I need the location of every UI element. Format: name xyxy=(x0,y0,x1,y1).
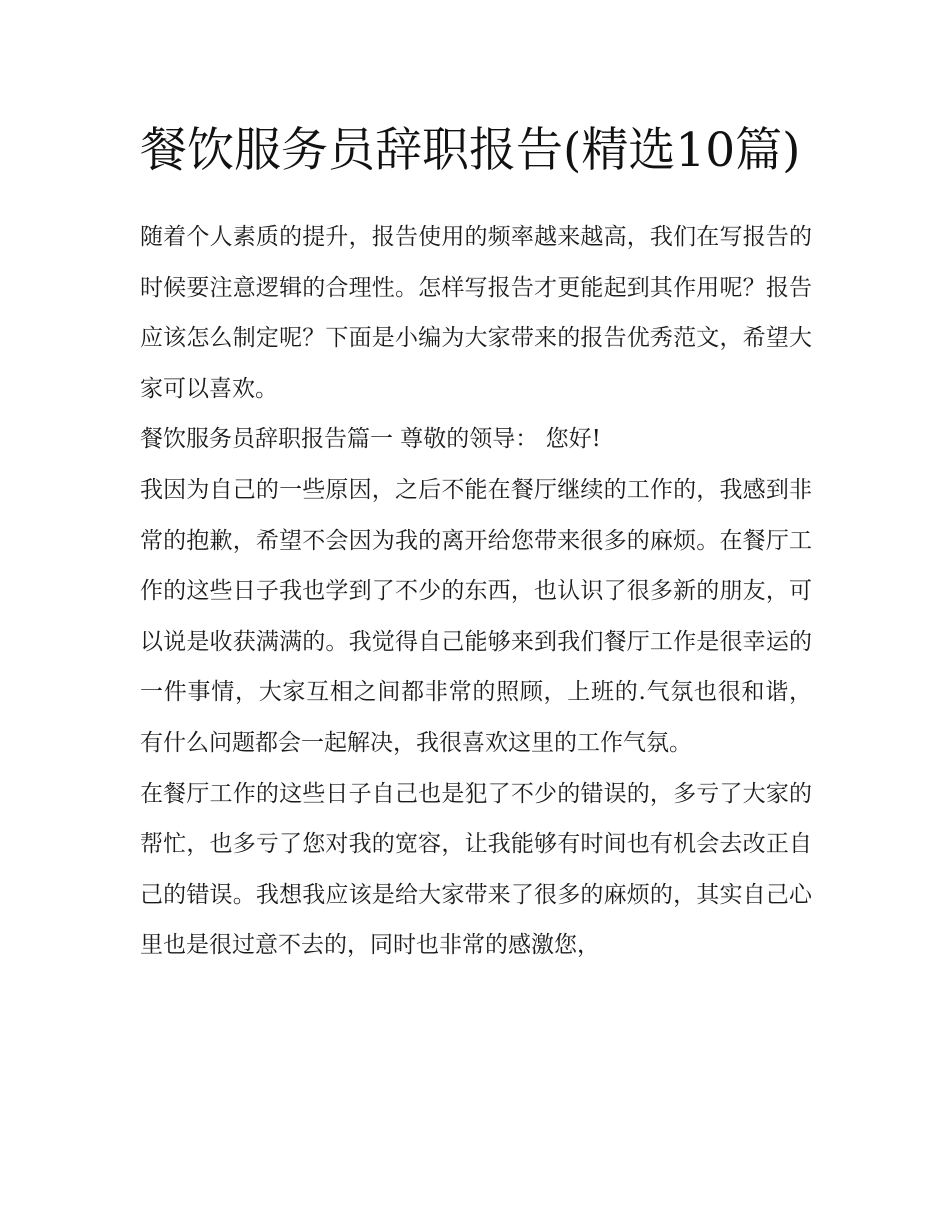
document-body xyxy=(140,212,812,971)
paragraph-body-1: 我因为自己的一些原因，之后不能在餐厅继续的工作的，我感到非常的抱歉，希望不会因为我的离开给您带来很多的麻烦。在餐厅工作的这些日子我也学到了不少的东西，也认识了很多新的朋友，可以说是收获满满的。我觉得自己能够来到我们餐厅工作是很幸运的一件事情，大家互相之间都非常的照顾，上班的.气氛也很和谐，有什么问题都会一起解决，我很喜欢这里的工作气氛。 xyxy=(140,476,812,756)
document-content xyxy=(140,112,812,971)
document-title: 餐饮服务员辞职报告(精选10篇) xyxy=(140,123,801,178)
paragraph-salutation: 餐饮服务员辞职报告篇一 尊敬的领导： 您好! xyxy=(140,426,601,453)
paragraph-intro: 随着个人素质的提升，报告使用的频率越来越高，我们在写报告的时候要注意逻辑的合理性。怎样写报告才更能起到其作用呢？报告应该怎么制定呢？下面是小编为大家带来的报告优秀范文，希望大家可以喜欢。 xyxy=(140,224,812,402)
paragraph-body-2: 在餐厅工作的这些日子自己也是犯了不少的错误的，多亏了大家的帮忙，也多亏了您对我的宽容，让我能够有时间也有机会去改正自己的错误。我想我应该是给大家带来了很多的麻烦的，其实自己心里也是很过意不去的，同时也非常的感激您， xyxy=(140,780,812,959)
